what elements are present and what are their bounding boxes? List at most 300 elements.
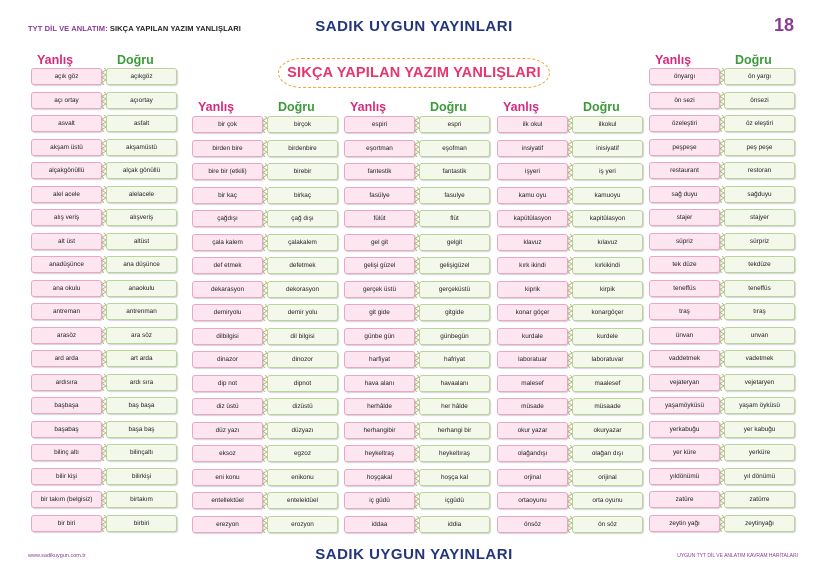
wrong-spelling: düz yazı [192, 422, 263, 439]
brand-title-top: SADIK UYGUN YAYINLARI [315, 18, 513, 35]
wrong-spelling: başbaşa [31, 397, 102, 414]
word-pair-row [649, 327, 795, 344]
wrong-spelling: alçakgönüllü [31, 162, 102, 179]
torn-edge-icon [101, 280, 107, 297]
correct-spelling: tıraş [724, 303, 795, 320]
torn-edge-icon [262, 328, 268, 345]
torn-edge-icon [414, 210, 420, 227]
wrong-spelling: git gide [344, 304, 415, 321]
correct-spelling: inisiyatif [572, 140, 643, 157]
wrong-spelling: dip not [192, 375, 263, 392]
wrong-spelling: insiyatif [497, 140, 568, 157]
torn-edge-icon [719, 92, 725, 109]
word-pair-row [192, 187, 338, 204]
torn-edge-icon [567, 210, 573, 227]
wrong-spelling: bilinç altı [31, 444, 102, 461]
word-pair-row [31, 350, 177, 367]
torn-edge-icon [414, 281, 420, 298]
wrong-spelling: kiprik [497, 281, 568, 298]
correct-spelling: dipnot [267, 375, 338, 392]
correct-spelling: vejetaryen [724, 374, 795, 391]
wrong-spelling: vaddetmek [649, 350, 720, 367]
wrong-spelling: eksoz [192, 445, 263, 462]
torn-edge-icon [567, 257, 573, 274]
wrong-spelling: fasülye [344, 187, 415, 204]
column-header-right: Doğru [430, 100, 467, 114]
column-header-wrong: Yanlış [655, 53, 692, 67]
correct-spelling: gitgide [419, 304, 490, 321]
word-pair-row [344, 492, 490, 509]
correct-spelling: alışveriş [106, 209, 177, 226]
correct-spelling: açıkgöz [106, 68, 177, 85]
correct-spelling: iş yeri [572, 163, 643, 180]
correct-spelling: heykeltıraş [419, 445, 490, 462]
word-pair-row [649, 350, 795, 367]
word-pair-row [497, 398, 643, 415]
torn-edge-icon [101, 68, 107, 85]
wrong-spelling: alel acele [31, 186, 102, 203]
word-pair-row [31, 421, 177, 438]
word-pair-row [31, 374, 177, 391]
correct-spelling: düzyazı [267, 422, 338, 439]
wrong-spelling: alış veriş [31, 209, 102, 226]
wrong-spelling: ortaoyunu [497, 492, 568, 509]
torn-edge-icon [262, 140, 268, 157]
wrong-spelling: heykeltraş [344, 445, 415, 462]
column-header-right: Doğru [735, 53, 772, 67]
word-pair-row [192, 234, 338, 251]
torn-edge-icon [719, 444, 725, 461]
torn-edge-icon [719, 327, 725, 344]
wrong-spelling: malesef [497, 375, 568, 392]
word-pair-row [344, 281, 490, 298]
word-pair-row [344, 163, 490, 180]
torn-edge-icon [414, 187, 420, 204]
correct-spelling: alelacele [106, 186, 177, 203]
word-pair-row [344, 116, 490, 133]
word-pair-row [649, 233, 795, 250]
correct-spelling: dekorasyon [267, 281, 338, 298]
torn-edge-icon [101, 303, 107, 320]
correct-spelling: kapitülasyon [572, 210, 643, 227]
column-header-wrong: Yanlış [503, 100, 540, 114]
correct-spelling: çalakalem [267, 234, 338, 251]
title-banner [278, 58, 550, 88]
correct-spelling: birkaç [267, 187, 338, 204]
torn-edge-icon [567, 398, 573, 415]
correct-spelling: yaşam öyküsü [724, 397, 795, 414]
correct-spelling: günbegün [419, 328, 490, 345]
wrong-spelling: özeleştiri [649, 115, 720, 132]
correct-spelling: yıl dönümü [724, 468, 795, 485]
correct-spelling: birebir [267, 163, 338, 180]
column-header-wrong: Yanlış [350, 100, 387, 114]
word-pair-row [344, 140, 490, 157]
torn-edge-icon [101, 139, 107, 156]
word-pair-row [31, 92, 177, 109]
wrong-spelling: akşam üstü [31, 139, 102, 156]
correct-spelling: kurdele [572, 328, 643, 345]
correct-spelling: birtakım [106, 491, 177, 508]
torn-edge-icon [719, 374, 725, 391]
torn-edge-icon [567, 163, 573, 180]
correct-spelling: erozyon [267, 516, 338, 533]
header-topic: SIKÇA YAPILAN YAZIM YANLIŞLARI [109, 24, 241, 33]
torn-edge-icon [262, 422, 268, 439]
correct-spelling: kılavuz [572, 234, 643, 251]
torn-edge-icon [101, 115, 107, 132]
wrong-spelling: dilbilgisi [192, 328, 263, 345]
wrong-spelling: fantestik [344, 163, 415, 180]
word-pair-row [31, 444, 177, 461]
word-pair-row [497, 516, 643, 533]
correct-spelling: birçok [267, 116, 338, 133]
wrong-spelling: ana okulu [31, 280, 102, 297]
torn-edge-icon [414, 422, 420, 439]
wrong-spelling: antreman [31, 303, 102, 320]
word-pair-row [192, 398, 338, 415]
torn-edge-icon [262, 281, 268, 298]
correct-spelling: her hâlde [419, 398, 490, 415]
word-pair-row [192, 257, 338, 274]
correct-spelling: okuryazar [572, 422, 643, 439]
correct-spelling: defetmek [267, 257, 338, 274]
torn-edge-icon [719, 350, 725, 367]
torn-edge-icon [719, 280, 725, 297]
wrong-spelling: stajer [649, 209, 720, 226]
correct-spelling: maalesef [572, 375, 643, 392]
torn-edge-icon [101, 491, 107, 508]
wrong-spelling: ard arda [31, 350, 102, 367]
wrong-spelling: gerçek üstü [344, 281, 415, 298]
wrong-spelling: yerkabuğu [649, 421, 720, 438]
torn-edge-icon [262, 187, 268, 204]
correct-spelling: laboratuvar [572, 351, 643, 368]
torn-edge-icon [101, 209, 107, 226]
wrong-spelling: başabaş [31, 421, 102, 438]
word-pair-row [497, 492, 643, 509]
word-pair-row [649, 186, 795, 203]
correct-spelling: orijinal [572, 469, 643, 486]
torn-edge-icon [414, 140, 420, 157]
torn-edge-icon [567, 140, 573, 157]
wrong-spelling: espiri [344, 116, 415, 133]
wrong-spelling: açı ortay [31, 92, 102, 109]
correct-spelling: gerçeküstü [419, 281, 490, 298]
wrong-spelling: arasöz [31, 327, 102, 344]
correct-spelling: tekdüze [724, 256, 795, 273]
word-pair-row [31, 303, 177, 320]
torn-edge-icon [719, 186, 725, 203]
correct-spelling: konargöçer [572, 304, 643, 321]
correct-spelling: bilinçaltı [106, 444, 177, 461]
word-pair-row [497, 422, 643, 439]
torn-edge-icon [567, 328, 573, 345]
column-header-right: Doğru [278, 100, 315, 114]
wrong-spelling: bir kaç [192, 187, 263, 204]
wrong-spelling: ilk okul [497, 116, 568, 133]
wrong-spelling: zatüre [649, 491, 720, 508]
torn-edge-icon [414, 257, 420, 274]
torn-edge-icon [567, 445, 573, 462]
torn-edge-icon [567, 304, 573, 321]
torn-edge-icon [567, 187, 573, 204]
torn-edge-icon [719, 68, 725, 85]
torn-edge-icon [262, 398, 268, 415]
word-pair-row [192, 281, 338, 298]
wrong-spelling: harfiyat [344, 351, 415, 368]
wrong-spelling: kamu oyu [497, 187, 568, 204]
correct-spelling: vadetmek [724, 350, 795, 367]
word-pair-row [192, 445, 338, 462]
torn-edge-icon [262, 163, 268, 180]
word-pair-row [497, 257, 643, 274]
wrong-spelling: restaurant [649, 162, 720, 179]
correct-spelling: kirpik [572, 281, 643, 298]
correct-spelling: fantastik [419, 163, 490, 180]
wrong-spelling: kapütülasyon [497, 210, 568, 227]
word-pair-row [649, 468, 795, 485]
wrong-spelling: def etmek [192, 257, 263, 274]
correct-spelling: peş peşe [724, 139, 795, 156]
word-pair-row [192, 375, 338, 392]
correct-spelling: bilirkişi [106, 468, 177, 485]
torn-edge-icon [414, 304, 420, 321]
wrong-spelling: klavuz [497, 234, 568, 251]
torn-edge-icon [262, 445, 268, 462]
torn-edge-icon [262, 257, 268, 274]
wrong-spelling: bir biri [31, 515, 102, 532]
torn-edge-icon [719, 139, 725, 156]
correct-spelling: fasulye [419, 187, 490, 204]
correct-spelling: anaokulu [106, 280, 177, 297]
word-pair-row [649, 421, 795, 438]
torn-edge-icon [101, 256, 107, 273]
wrong-spelling: birden bire [192, 140, 263, 157]
torn-edge-icon [567, 375, 573, 392]
torn-edge-icon [414, 234, 420, 251]
footer-series: UYGUN TYT DİL VE ANLATIM KAVRAM HARİTALARI [677, 553, 798, 559]
wrong-spelling: orjinal [497, 469, 568, 486]
wrong-spelling: yaşamöyküsü [649, 397, 720, 414]
word-pair-row [649, 397, 795, 414]
wrong-spelling: peşpeşe [649, 139, 720, 156]
word-pair-row [649, 515, 795, 532]
correct-spelling: stajyer [724, 209, 795, 226]
word-pair-row [497, 304, 643, 321]
wrong-spelling: gelişi güzel [344, 257, 415, 274]
torn-edge-icon [101, 327, 107, 344]
correct-spelling: akşamüstü [106, 139, 177, 156]
word-pair-row [497, 445, 643, 462]
word-pair-row [497, 187, 643, 204]
torn-edge-icon [719, 303, 725, 320]
correct-spelling: zatürre [724, 491, 795, 508]
correct-spelling: ara söz [106, 327, 177, 344]
wrong-spelling: konar göçer [497, 304, 568, 321]
wrong-spelling: olağandışı [497, 445, 568, 462]
word-pair-row [31, 397, 177, 414]
wrong-spelling: traş [649, 303, 720, 320]
torn-edge-icon [719, 421, 725, 438]
correct-spelling: enikonu [267, 469, 338, 486]
correct-spelling: sürpriz [724, 233, 795, 250]
wrong-spelling: dekarasyon [192, 281, 263, 298]
correct-spelling: olağan dışı [572, 445, 643, 462]
torn-edge-icon [414, 163, 420, 180]
wrong-spelling: diz üstü [192, 398, 263, 415]
torn-edge-icon [101, 186, 107, 203]
correct-spelling: hoşça kal [419, 469, 490, 486]
wrong-spelling: çağdışı [192, 210, 263, 227]
wrong-spelling: hava alanı [344, 375, 415, 392]
torn-edge-icon [262, 304, 268, 321]
footer-website: www.sadikuygun.com.tr [28, 553, 86, 559]
word-pair-row [344, 234, 490, 251]
torn-edge-icon [101, 421, 107, 438]
torn-edge-icon [414, 469, 420, 486]
word-pair-row [192, 492, 338, 509]
correct-spelling: unvan [724, 327, 795, 344]
correct-spelling: yer kabuğu [724, 421, 795, 438]
wrong-spelling: iç güdü [344, 492, 415, 509]
correct-spelling: dizüstü [267, 398, 338, 415]
word-pair-row [649, 491, 795, 508]
word-pair-row [344, 351, 490, 368]
column-header-right: Doğru [583, 100, 620, 114]
word-pair-row [344, 328, 490, 345]
torn-edge-icon [262, 351, 268, 368]
correct-spelling: ön yargı [724, 68, 795, 85]
torn-edge-icon [567, 492, 573, 509]
torn-edge-icon [567, 281, 573, 298]
wrong-spelling: ön sezi [649, 92, 720, 109]
correct-spelling: espri [419, 116, 490, 133]
correct-spelling: entelektüel [267, 492, 338, 509]
correct-spelling: antrenman [106, 303, 177, 320]
wrong-spelling: sağ duyu [649, 186, 720, 203]
torn-edge-icon [719, 256, 725, 273]
word-pair-row [192, 210, 338, 227]
word-pair-row [344, 445, 490, 462]
wrong-spelling: anadüşünce [31, 256, 102, 273]
word-pair-row [31, 209, 177, 226]
wrong-spelling: demiryolu [192, 304, 263, 321]
wrong-spelling: süpriz [649, 233, 720, 250]
correct-spelling: iddia [419, 516, 490, 533]
torn-edge-icon [262, 234, 268, 251]
wrong-spelling: erezyon [192, 516, 263, 533]
wrong-spelling: bir takım (belgisiz) [31, 491, 102, 508]
word-pair-row [497, 210, 643, 227]
correct-spelling: dinozor [267, 351, 338, 368]
torn-edge-icon [719, 515, 725, 532]
word-pair-row [192, 422, 338, 439]
correct-spelling: asfalt [106, 115, 177, 132]
correct-spelling: yerküre [724, 444, 795, 461]
word-pair-row [192, 140, 338, 157]
word-pair-row [344, 516, 490, 533]
wrong-spelling: asvalt [31, 115, 102, 132]
wrong-spelling: işyeri [497, 163, 568, 180]
torn-edge-icon [719, 468, 725, 485]
correct-spelling: teneffüs [724, 280, 795, 297]
wrong-spelling: herhâlde [344, 398, 415, 415]
correct-spelling: restoran [724, 162, 795, 179]
torn-edge-icon [414, 445, 420, 462]
word-pair-row [31, 139, 177, 156]
torn-edge-icon [414, 375, 420, 392]
word-pair-row [192, 351, 338, 368]
wrong-spelling: kırk ikindi [497, 257, 568, 274]
correct-spelling: baş başa [106, 397, 177, 414]
torn-edge-icon [262, 116, 268, 133]
torn-edge-icon [101, 444, 107, 461]
wrong-spelling: çala kalem [192, 234, 263, 251]
correct-spelling: gelişigüzel [419, 257, 490, 274]
torn-edge-icon [567, 516, 573, 533]
torn-edge-icon [262, 375, 268, 392]
word-pair-row [344, 257, 490, 274]
torn-edge-icon [414, 516, 420, 533]
correct-spelling: önsezi [724, 92, 795, 109]
torn-edge-icon [567, 422, 573, 439]
word-pair-row [649, 139, 795, 156]
word-pair-row [649, 209, 795, 226]
correct-spelling: flüt [419, 210, 490, 227]
wrong-spelling: teneffüs [649, 280, 720, 297]
correct-spelling: birbiri [106, 515, 177, 532]
torn-edge-icon [567, 116, 573, 133]
wrong-spelling: bir çok [192, 116, 263, 133]
column-header-wrong: Yanlış [198, 100, 235, 114]
wrong-spelling: kurdale [497, 328, 568, 345]
word-pair-row [192, 304, 338, 321]
word-pair-row [31, 162, 177, 179]
torn-edge-icon [719, 233, 725, 250]
wrong-spelling: tek düze [649, 256, 720, 273]
torn-edge-icon [414, 116, 420, 133]
word-pair-row [497, 140, 643, 157]
correct-spelling: çağ dışı [267, 210, 338, 227]
wrong-spelling: günbe gün [344, 328, 415, 345]
word-pair-row [31, 468, 177, 485]
word-pair-row [649, 280, 795, 297]
correct-spelling: dil bilgisi [267, 328, 338, 345]
wrong-spelling: ünvan [649, 327, 720, 344]
word-pair-row [497, 281, 643, 298]
word-pair-row [344, 422, 490, 439]
wrong-spelling: vejateryan [649, 374, 720, 391]
wrong-spelling: okur yazar [497, 422, 568, 439]
wrong-spelling: dinazor [192, 351, 263, 368]
torn-edge-icon [414, 328, 420, 345]
word-pair-row [31, 327, 177, 344]
correct-spelling: içgüdü [419, 492, 490, 509]
wrong-spelling: entellektüel [192, 492, 263, 509]
torn-edge-icon [101, 515, 107, 532]
word-pair-row [344, 304, 490, 321]
correct-spelling: zeytinyağı [724, 515, 795, 532]
correct-spelling: öz eleştiri [724, 115, 795, 132]
torn-edge-icon [262, 516, 268, 533]
word-pair-row [31, 68, 177, 85]
correct-spelling: demir yolu [267, 304, 338, 321]
torn-edge-icon [567, 351, 573, 368]
word-pair-row [31, 280, 177, 297]
correct-spelling: altüst [106, 233, 177, 250]
torn-edge-icon [719, 162, 725, 179]
